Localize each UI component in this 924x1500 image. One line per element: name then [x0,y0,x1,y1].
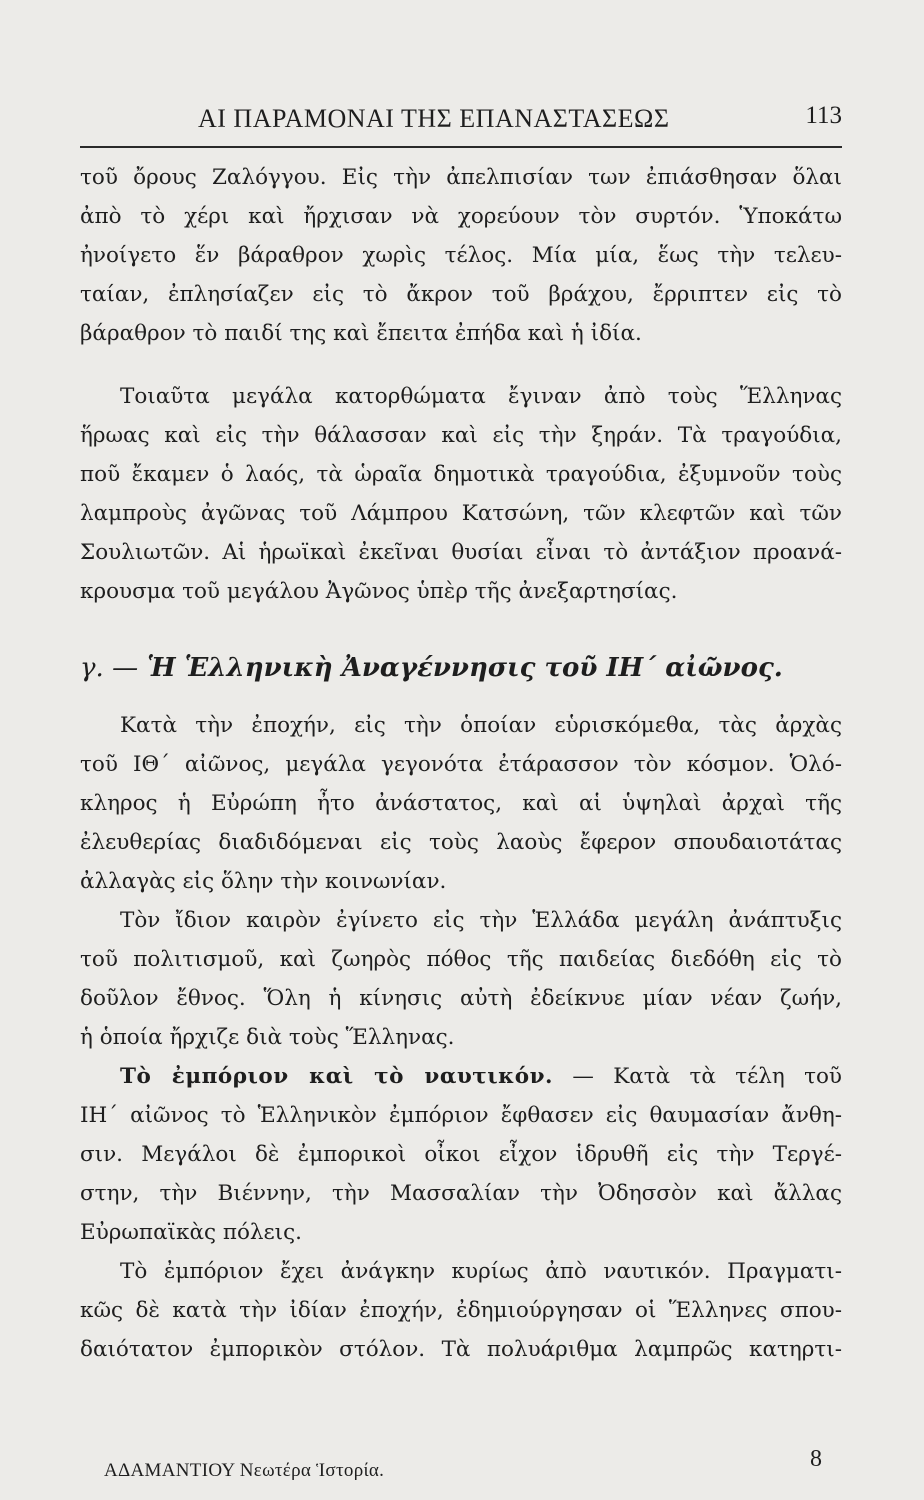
section-number: γ. — [80,653,139,683]
section-heading [80,649,842,688]
paragraph-zalongo [80,158,842,353]
page-footer [80,1446,842,1490]
text-line: ποῦ ἔκαμεν ὁ λαός, τὰ ὡραῖα δημοτικὰ τραγούδια, ἐξυμνοῦν τοὺς [80,462,842,487]
running-head: ΑΙ ΠΑΡΑΜΟΝΑΙ ΤΗΣ ΕΠΑΝΑΣΤΑΣΕΩΣ [198,104,670,133]
page-number: 113 [805,102,842,129]
paragraph-civilization [80,901,842,1057]
text-line: δαιότατον ἐμπορικὸν στόλον. Τὰ πολυάριθμα λαμπρῶς κατηρτι- [80,1337,842,1362]
text-line: ἡ ὁποία ἤρχιζε διὰ τοὺς Ἕλληνας. [80,1025,455,1050]
signature-number: 8 [810,1446,822,1472]
text-line: ἥρωας καὶ εἰς τὴν θάλασσαν καὶ εἰς τὴν ξηράν. Τὰ τραγούδια, [80,423,842,448]
text-line: βάραθρον τὸ παιδί της καὶ ἔπειτα ἐπήδα καὶ ἡ ἰδία. [80,321,642,346]
text-line: ταίαν, ἐπλησίαζεν εἰς τὸ ἄκρον τοῦ βράχου, ἔρριπτεν εἰς τὸ [80,282,842,307]
text-line: κληρος ἡ Εὐρώπη ἦτο ἀνάστατος, καὶ αἱ ὑψηλαὶ ἀρχαὶ τῆς [80,791,842,816]
text-line: Τὸν ἴδιον καιρὸν ἐγίνετο εἰς τὴν Ἑλλάδα μεγάλη ἀνάπτυξις [120,908,842,933]
text-line: κρουσμα τοῦ μεγάλου Ἀγῶνος ὑπὲρ τῆς ἀνεξαρτησίας. [80,579,678,604]
book-signature: ΑΔΑΜΑΝΤΙΟΥ Νεωτέρα Ἱστορία. [104,1460,385,1481]
text-line: Κατὰ τὴν ἐποχήν, εἰς τὴν ὁποίαν εὑρισκόμεθα, τὰς ἀρχὰς [120,713,842,738]
text-line: Σουλιωτῶν. Αἱ ἡρωϊκαὶ ἐκεῖναι θυσίαι εἶναι τὸ ἀντάξιον προανά- [80,540,842,565]
paragraph-navy [80,1252,842,1369]
page-header [80,100,842,146]
body-text [80,158,842,1369]
text-line: ἠνοίγετο ἕν βάραθρον χωρὶς τέλος. Μία μία, ἕως τὴν τελευ- [80,243,842,268]
text-line: ΙΗ´ αἰῶνος τὸ Ἑλληνικὸν ἐμπόριον ἔφθασεν εἰς θαυμασίαν ἄνθη- [80,1103,842,1128]
section-title: Ἡ Ἑλληνικὴ Ἀναγέννησις τοῦ ΙΗ´ αἰῶνος. [147,653,783,683]
text-line: κῶς δὲ κατὰ τὴν ἰδίαν ἐποχήν, ἐδημιούργησαν οἱ Ἕλληνες σπου- [80,1298,842,1323]
text-line: δοῦλον ἔθνος. Ὅλη ἡ κίνησις αὐτὴ ἐδείκνυε μίαν νέαν ζωήν, [80,986,842,1011]
paragraph-heroes [80,377,842,611]
text-line: ἐλευθερίας διαδιδόμεναι εἰς τοὺς λαοὺς ἔφερον σπουδαιοτάτας [80,830,842,855]
text-line: τοῦ πολιτισμοῦ, καὶ ζωηρὸς πόθος τῆς παιδείας διεδόθη εἰς τὸ [80,947,842,972]
text-line [80,1057,842,1096]
paragraph-europe [80,706,842,901]
header-rule [80,146,842,148]
text-line: τοῦ ΙΘ´ αἰῶνος, μεγάλα γεγονότα ἐτάρασσον τὸν κόσμον. Ὁλό- [80,752,842,777]
text-fragment: — Κατὰ τὰ τέλη τοῦ [572,1064,842,1089]
text-line: τοῦ ὄρους Ζαλόγγου. Εἰς τὴν ἀπελπισίαν των ἐπιάσθησαν ὅλαι [80,165,842,190]
text-line: λαμπροὺς ἀγῶνας τοῦ Λάμπρου Κατσώνη, τῶν κλεφτῶν καὶ τῶν [80,501,842,526]
text-line: Εὐρωπαϊκὰς πόλεις. [80,1220,302,1245]
text-line: Τοιαῦτα μεγάλα κατορθώματα ἔγιναν ἀπὸ τοὺς Ἕλληνας [120,384,842,409]
text-line: ἀλλαγὰς εἰς ὅλην τὴν κοινωνίαν. [80,869,447,894]
text-line: ἀπὸ τὸ χέρι καὶ ἤρχισαν νὰ χορεύουν τὸν συρτόν. Ὑποκάτω [80,204,842,229]
text-line: Τὸ ἐμπόριον ἔχει ἀνάγκην κυρίως ἀπὸ ναυτικόν. Πραγματι- [120,1259,842,1284]
text-line: στην, τὴν Βιέννην, τὴν Μασσαλίαν τὴν Ὀδησσὸν καὶ ἄλλας [80,1181,842,1206]
text-line: σιν. Μεγάλοι δὲ ἐμπορικοὶ οἶκοι εἶχον ἱδρυθῆ εἰς τὴν Τεργέ- [80,1142,842,1167]
run-in-heading: Τὸ ἐμπόριον καὶ τὸ ναυτικόν. [120,1064,554,1089]
paragraph-trade [80,1057,842,1252]
